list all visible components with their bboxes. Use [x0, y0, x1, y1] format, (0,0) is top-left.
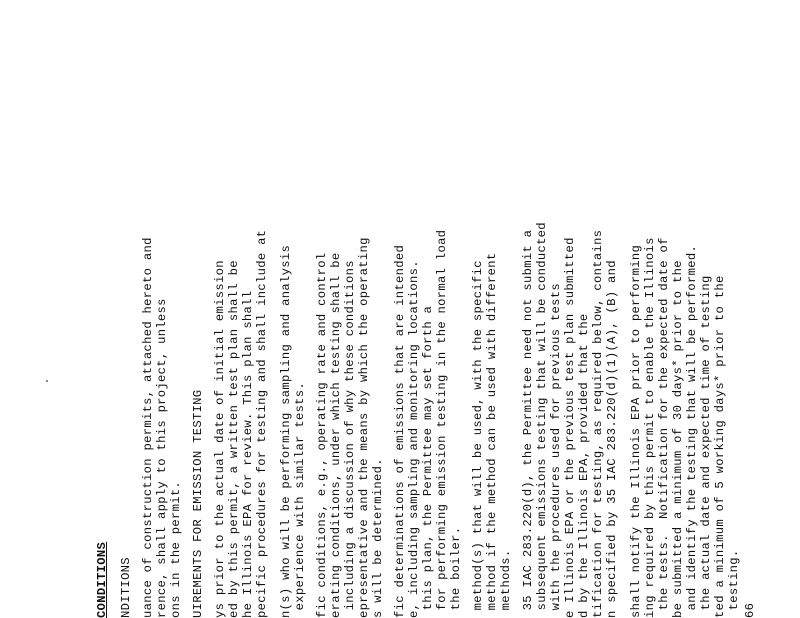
- page-number: 66: [743, 602, 757, 618]
- para3-line-1: fic conditions, e.g., operating rate and control: [315, 252, 329, 618]
- para7-line-3: the tests. Notification for the expected date of: [657, 237, 671, 618]
- conditions-heading: CONDITIONS: [95, 541, 109, 618]
- para1-line-4: pecific procedures for testing and shall include at: [255, 229, 269, 618]
- general-line-1: uance of construction permits, attached hereto and: [141, 237, 155, 618]
- para1-line-3: he Illinois EPA for review. This plan shall: [241, 290, 255, 618]
- para5-line-1: method(s) that will be used, with the specific: [471, 260, 485, 618]
- para7-line-5: and identify the testing that will be performed.: [685, 244, 699, 618]
- para6-line-7: n specified by 35 IAC 283.220(d)(1)(A), (B) and: [605, 260, 619, 618]
- para3-line-4: epresentative and the means by which the operating: [357, 237, 371, 618]
- para4-line-4: for performing emission testing in the normal load: [435, 229, 449, 618]
- para3-line-3: including a discussion of why these conditions: [343, 260, 357, 618]
- para5-line-3: methods.: [499, 549, 513, 618]
- para7-line-2: ing required by this permit to enable the Illinois: [643, 237, 657, 618]
- para6-line-5: d by the Illinois EPA, provided that the: [577, 313, 591, 618]
- para4-line-1: fic determinations of emissions that are intended: [393, 244, 407, 618]
- para4-line-5: the boiler.: [449, 526, 463, 618]
- general-line-3: ons in the permit.: [169, 480, 183, 618]
- para3-line-5: s will be determined.: [371, 458, 385, 618]
- para6-line-6: tification for testing, as required below, contains: [591, 229, 605, 618]
- para7-line-1: shall notify the Illinois EPA prior to performing: [629, 244, 643, 618]
- para6-line-3: with the procedures used for previous tests: [549, 282, 563, 618]
- nditions-heading: NDITIONS: [119, 557, 133, 618]
- para7-line-4: be submitted a minimum of 30 days* prior to the: [671, 260, 685, 618]
- para6-line-1: 35 IAC 283.220(d), the Permittee need not submit a: [521, 229, 535, 618]
- para2-line-2: experience with similar tests.: [293, 381, 307, 618]
- para4-line-3: this plan, the Permittee may set forth a: [421, 305, 435, 618]
- para5-line-2: method if the method can be used with different: [485, 252, 499, 618]
- para7-line-6: the actual date and expected time of testing: [699, 275, 713, 618]
- para6-line-4: e Illinois EPA or the previous test plan submitted: [563, 237, 577, 618]
- para2-line-1: n(s) who will be performing sampling and analysis: [279, 244, 293, 618]
- para3-line-2: erating conditions, under which testing shall be: [329, 252, 343, 618]
- general-line-2: rence, shall apply to this project, unless: [155, 298, 169, 618]
- para1-line-1: ys prior to the actual date of initial emission: [213, 260, 227, 618]
- scan-speck: [46, 380, 48, 382]
- para1-line-2: ed by this permit, a written test plan shall be: [227, 260, 241, 618]
- para4-line-2: e, including sampling and monitoring locations.: [407, 260, 421, 618]
- testing-heading: UIREMENTS FOR EMISSION TESTING: [191, 389, 205, 618]
- para7-line-7: ted a minimum of 5 working days* prior to the: [713, 275, 727, 618]
- rotated-text-block: [95, 118, 757, 618]
- para7-line-8: testing.: [727, 549, 741, 618]
- para6-line-2: subsequent emissions testing that will be conducted: [535, 222, 549, 618]
